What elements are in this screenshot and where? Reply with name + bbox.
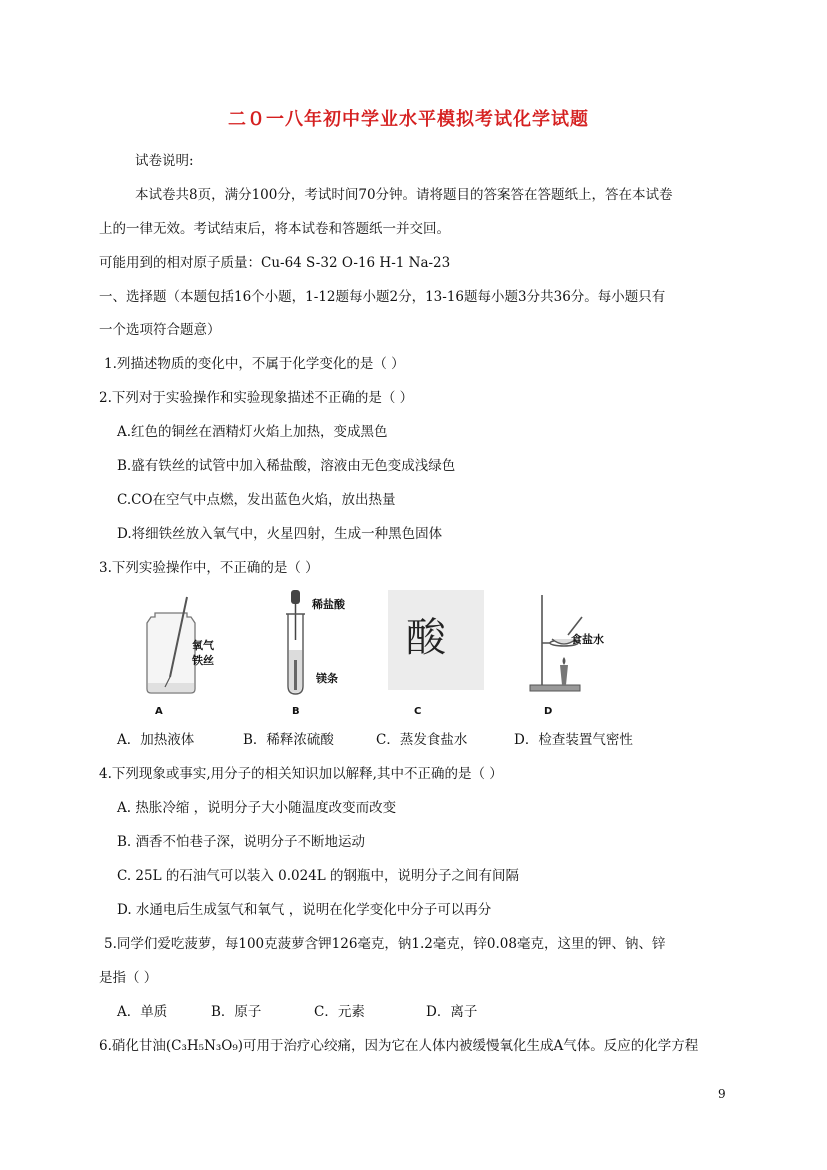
question-5-stem-line-2: 是指（ ）	[99, 970, 158, 986]
section-heading-line-1: 一、选择题（本题包括16个小题，1-12题每小题2分，13-16题每小题3分共36分。每小题只有	[99, 289, 666, 305]
figure-c-text: 酸	[406, 615, 444, 661]
section-heading-line-2: 一个选项符合题意）	[99, 322, 221, 338]
figure-b-letter: B	[292, 706, 300, 717]
question-3-option-b: B．稀释浓硫酸	[243, 732, 334, 748]
question-2-option-b: B.盛有铁丝的试管中加入稀盐酸，溶液由无色变成浅绿色	[117, 458, 456, 474]
question-1-stem: 1.列描述物质的变化中，不属于化学变化的是（ ）	[104, 356, 405, 372]
question-5-option-d: D．离子	[426, 1004, 478, 1020]
figure-a-label-iron-wire: 铁丝	[192, 654, 214, 667]
figure-a-letter: A	[155, 706, 163, 717]
question-5-option-a: A．单质	[117, 1004, 168, 1020]
question-5-option-c: C．元素	[314, 1004, 365, 1020]
question-2-option-d: D.将细铁丝放入氧气中，火星四射，生成一种黑色固体	[117, 526, 443, 542]
figure-a-label-oxygen: 氧气	[192, 639, 214, 652]
question-3-option-a: A．加热液体	[117, 732, 195, 748]
question-2-option-c: C.CO在空气中点燃，发出蓝色火焰，放出热量	[117, 492, 396, 508]
question-2-stem: 2.下列对于实验操作和实验现象描述不正确的是（ ）	[99, 390, 414, 406]
question-4-option-a: A. 热胀冷缩 ，说明分子大小随温度改变而改变	[117, 800, 397, 816]
figure-c-character	[388, 590, 484, 715]
intro-line-1: 本试卷共8页，满分100分，考试时间70分钟。请将题目的答案答在答题纸上，答在本试卷	[135, 187, 673, 203]
page-title: 二０一八年初中学业水平模拟考试化学试题	[228, 109, 589, 130]
figure-d-evaporation	[524, 595, 624, 715]
figure-d-letter: D	[544, 706, 553, 717]
figure-b-label-dilute-hcl: 稀盐酸	[312, 598, 345, 611]
figure-b-label-magnesium: 镁条	[316, 672, 338, 685]
question-6-stem: 6.硝化甘油(C₃H₅N₃O₉)可用于治疗心绞痛，因为它在人体内被缓慢氧化生成A气体。反应的化学方程	[99, 1038, 699, 1054]
question-4-option-c: C. 25L 的石油气可以装入 0.024L 的钢瓶中，说明分子之间有间隔	[117, 868, 520, 884]
intro-line-2: 上的一律无效。考试结束后，将本试卷和答题纸一并交回。	[99, 221, 450, 237]
page-number: 9	[718, 1087, 726, 1101]
question-4-option-d: D. 水通电后生成氢气和氧气 ，说明在化学变化中分子可以再分	[117, 902, 492, 918]
question-4-option-b: B. 酒香不怕巷子深，说明分子不断地运动	[117, 834, 366, 850]
question-4-stem: 4.下列现象或事实,用分子的相关知识加以解释,其中不正确的是（ ）	[99, 766, 503, 782]
intro-heading: 试卷说明:	[135, 153, 194, 169]
question-5-option-b: B．原子	[211, 1004, 262, 1020]
figure-d-label-salt-water: 食盐水	[571, 633, 604, 646]
question-3-option-d: D．检查装置气密性	[514, 732, 633, 748]
figure-b-test-tube	[280, 590, 370, 715]
question-2-option-a: A.红色的铜丝在酒精灯火焰上加热，变成黑色	[117, 424, 388, 440]
figure-a-gas-bottle	[135, 595, 225, 715]
question-3-option-c: C．蒸发食盐水	[376, 732, 468, 748]
figure-c-letter: C	[414, 706, 422, 717]
question-5-stem-line-1: 5.同学们爱吃菠萝，每100克菠萝含钾126毫克，钠1.2毫克，锌0.08毫克，这里的钾、钠、锌	[104, 936, 666, 952]
atomic-masses: 可能用到的相对原子质量：Cu-64 S-32 O-16 H-1 Na-23	[99, 255, 451, 271]
question-3-stem: 3.下列实验操作中，不正确的是（ ）	[99, 560, 319, 576]
